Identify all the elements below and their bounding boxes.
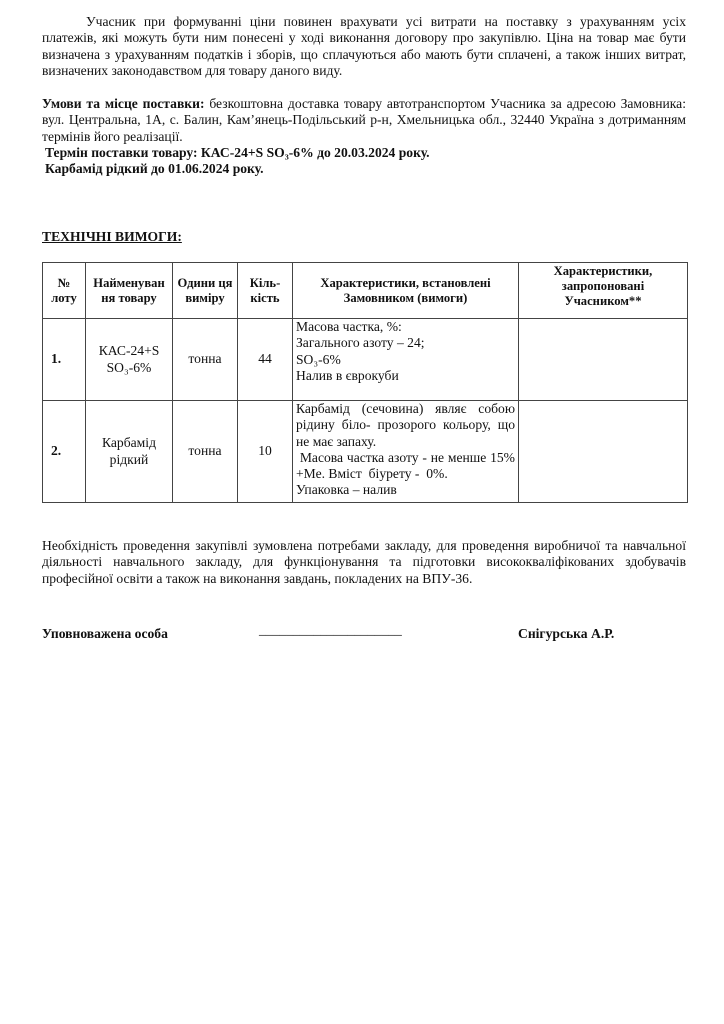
header-unit: Одини ця виміру [173, 263, 238, 319]
intro-paragraph [42, 14, 686, 79]
spec-line: Загального азоту – 24; [296, 335, 425, 351]
signature-name: Снігурська А.Р. [518, 626, 615, 641]
spec-line: SO₃-6% [296, 351, 341, 367]
lot-number: 1. [51, 351, 62, 367]
delivery-label: Умови та місце поставки: [42, 96, 205, 111]
header-name: Найменуван ня товару [86, 263, 173, 319]
header-spec: Характеристики, встановлені Замовником (вимоги) [293, 263, 519, 319]
quantity: 10 [238, 401, 293, 503]
spec-line: Упаковка – налив [296, 482, 397, 498]
spec-line: Масова частка, %: [296, 319, 402, 334]
spec-line: Карбамід (сечовина) являє собою рідину біло- прозорого кольору, що не має запаху. [296, 401, 515, 449]
participant-offer-cell[interactable] [519, 401, 688, 503]
justification-paragraph [42, 538, 686, 587]
lot-number: 2. [51, 443, 62, 459]
delivery-term-2: Карбамід рідкий до 01.06.2024 року. [45, 161, 264, 177]
signature-line: _____________________ [259, 622, 402, 637]
section-title: ТЕХНІЧНІ ВИМОГИ: [42, 229, 182, 244]
technical-requirements-table [42, 262, 688, 503]
spec [293, 401, 519, 503]
product-name: Карбамід рідкий [86, 401, 173, 503]
intro-text: Учасник при формуванні ціни повинен врахувати усі витрати на поставку з урахуванням усіх платежів, які можуть бути ним понесені у ході виконання договору про закупівлю. Ціна на товар має бути визначена з урахуванням податків і зборів, що сплачуються або мають бути сплачені, а також інших витрат, визначених законодавством для товару даного виду. [42, 14, 686, 78]
justification-text: Необхідність проведення закупівлі зумовлена потребами закладу, для проведення виробничої та навчальної діяльності навчального закладу, для функціонування та підготовки висококваліфікованих здобувачів професійної освіти а також на виконання завдань, покладених на ВПУ-36. [42, 538, 686, 586]
unit: тонна [173, 319, 238, 401]
delivery-text: безкоштовна доставка товару автотранспортом Учасника за адресою Замовника: вул. Центральна, 1А, с. Балин, Кам’янець-Подільський р-н, Хмельницька обл., 32440 Україна з дотриманням термінів його реалізації. [42, 96, 686, 144]
delivery-section [42, 96, 686, 177]
product-name: КАС-24+S SO₃-6% [86, 319, 173, 401]
header-qty: Кіль-кість [238, 263, 293, 319]
spec-line: Масова частка азоту - не менше 15% +Ме. Вміст біурету - 0%. [296, 449, 519, 482]
quantity: 44 [238, 319, 293, 401]
participant-offer-cell[interactable] [519, 319, 688, 401]
spec [293, 319, 519, 401]
delivery-term-1: Термін поставки товару: КАС-24+S SO₃-6% до 20.03.2024 року. [45, 144, 430, 160]
table-row [43, 401, 688, 503]
spec-line: Налив в єврокуби [296, 367, 399, 383]
table-row [43, 319, 688, 401]
header-offer: Характеристики, запропоновані Учасником** [519, 263, 688, 319]
header-lot: № лоту [43, 263, 86, 319]
table-header-row [43, 263, 688, 319]
signature-role: Уповноважена особа [42, 626, 168, 641]
unit: тонна [173, 401, 238, 503]
